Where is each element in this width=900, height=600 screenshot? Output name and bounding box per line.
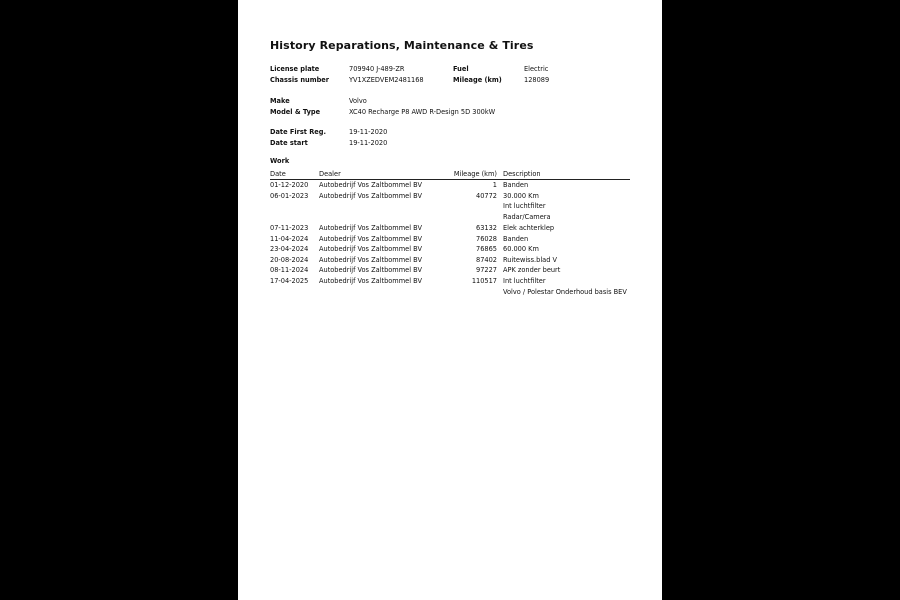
row-dealer: Autobedrijf Vos Zaltbommel BV [319, 235, 422, 243]
work-table-header [270, 170, 630, 180]
row-dealer: Autobedrijf Vos Zaltbommel BV [319, 277, 422, 285]
row-description: 30.000 Km [503, 192, 539, 200]
row-dealer: Autobedrijf Vos Zaltbommel BV [319, 245, 422, 253]
table-row [270, 256, 630, 267]
table-row [270, 235, 630, 246]
row-mileage: 110517 [471, 277, 497, 285]
row-description: Banden [503, 181, 529, 189]
row-mileage: 63132 [476, 224, 497, 232]
row-date: 11-04-2024 [270, 235, 309, 243]
row-description: Ruitewiss.blad V [503, 256, 557, 264]
row-date: 23-04-2024 [270, 245, 309, 253]
mileage-value: 128089 [524, 76, 550, 84]
table-row [270, 277, 630, 288]
chassis-label: Chassis number [270, 76, 330, 84]
license-plate-value: 709940 J-489-ZR [349, 65, 405, 73]
row-date: 17-04-2025 [270, 277, 309, 285]
row-description: Radar/Camera [503, 213, 551, 221]
row-description: Int luchtfilter [503, 202, 546, 210]
row-date: 07-11-2023 [270, 224, 309, 232]
row-dealer: Autobedrijf Vos Zaltbommel BV [319, 256, 422, 264]
first-reg-label: Date First Reg. [270, 128, 327, 136]
chassis-value: YV1XZEDVEM2481168 [349, 76, 424, 84]
table-row [270, 181, 630, 192]
row-description: 60.000 Km [503, 245, 539, 253]
row-description: Elek achterklep [503, 224, 555, 232]
header-description: Description [503, 170, 541, 178]
row-mileage: 40772 [476, 192, 497, 200]
table-row [270, 224, 630, 235]
header-mileage: Mileage (km) [453, 170, 497, 178]
table-row [270, 213, 630, 224]
mileage-label: Mileage (km) [453, 76, 502, 84]
row-description: Volvo / Polestar Onderhoud basis BEV [503, 288, 627, 296]
row-dealer: Autobedrijf Vos Zaltbommel BV [319, 192, 422, 200]
row-mileage: 76865 [476, 245, 497, 253]
header-dealer: Dealer [319, 170, 341, 178]
fuel-label: Fuel [453, 65, 469, 73]
date-start-label: Date start [270, 139, 308, 147]
row-dealer: Autobedrijf Vos Zaltbommel BV [319, 224, 422, 232]
row-date: 01-12-2020 [270, 181, 309, 189]
work-section-title: Work [270, 157, 290, 165]
fuel-value: Electric [524, 65, 549, 73]
row-mileage: 76028 [476, 235, 497, 243]
row-date: 06-01-2023 [270, 192, 309, 200]
row-mileage: 87402 [476, 256, 497, 264]
table-row [270, 202, 630, 213]
document-title: History Reparations, Maintenance & Tires [270, 39, 534, 52]
row-dealer: Autobedrijf Vos Zaltbommel BV [319, 181, 422, 189]
row-description: APK zonder beurt [503, 266, 561, 274]
model-label: Model & Type [270, 108, 321, 116]
license-plate-label: License plate [270, 65, 320, 73]
document-page [238, 0, 662, 600]
table-row [270, 288, 630, 299]
date-start-value: 19-11-2020 [349, 139, 388, 147]
first-reg-value: 19-11-2020 [349, 128, 388, 136]
row-date: 20-08-2024 [270, 256, 309, 264]
row-date: 08-11-2024 [270, 266, 309, 274]
header-date: Date [270, 170, 286, 178]
table-row [270, 266, 630, 277]
make-label: Make [270, 97, 290, 105]
row-description: Int luchtfilter [503, 277, 546, 285]
model-value: XC40 Recharge P8 AWD R-Design 5D 300kW [349, 108, 496, 116]
table-row [270, 245, 630, 256]
row-description: Banden [503, 235, 529, 243]
row-dealer: Autobedrijf Vos Zaltbommel BV [319, 266, 422, 274]
row-mileage: 97227 [476, 266, 497, 274]
row-mileage: 1 [492, 181, 497, 189]
make-value: Volvo [349, 97, 367, 105]
table-row [270, 192, 630, 203]
